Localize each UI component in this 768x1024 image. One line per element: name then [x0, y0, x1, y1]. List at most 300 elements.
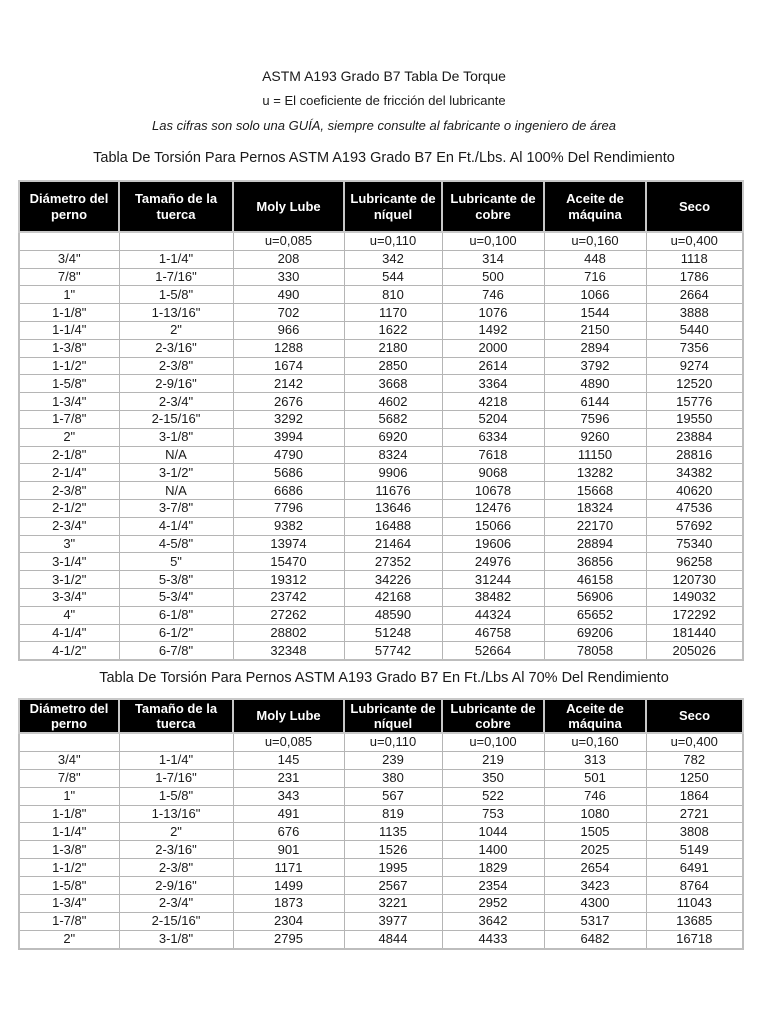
- table-cell: 2-3/16": [119, 841, 233, 859]
- table-cell: 3423: [544, 877, 646, 895]
- column-header: Moly Lube: [233, 181, 344, 232]
- table-cell: 1288: [233, 339, 344, 357]
- table-cell: 15066: [442, 517, 544, 535]
- column-header: Aceite de máquina: [544, 181, 646, 232]
- table-cell: 172292: [646, 606, 743, 624]
- table-cell: 3808: [646, 823, 743, 841]
- table-cell: 567: [344, 787, 442, 805]
- table-cell: 19606: [442, 535, 544, 553]
- table-cell: u=0,100: [442, 232, 544, 250]
- column-header: Seco: [646, 699, 743, 733]
- table-cell: 6482: [544, 930, 646, 948]
- table-cell: 5682: [344, 410, 442, 428]
- table-cell: 3994: [233, 428, 344, 446]
- table-cell: 208: [233, 250, 344, 268]
- table-cell: 2-1/2": [19, 499, 119, 517]
- table-cell: 7/8": [19, 268, 119, 286]
- table-cell: 819: [344, 805, 442, 823]
- table-cell: 12476: [442, 499, 544, 517]
- table-cell: 1171: [233, 859, 344, 877]
- table-cell: 6-1/2": [119, 624, 233, 642]
- table-cell: 2952: [442, 895, 544, 913]
- table-cell: 48590: [344, 606, 442, 624]
- document-subtitle: u = El coeficiente de fricción del lubricante: [262, 93, 506, 108]
- table-cell: 34382: [646, 464, 743, 482]
- table-cell: 3-1/4": [19, 553, 119, 571]
- table-row: [19, 250, 743, 268]
- table-cell: 6334: [442, 428, 544, 446]
- table-cell: 1873: [233, 895, 344, 913]
- table-cell: u=0,085: [233, 232, 344, 250]
- table-cell: 2721: [646, 805, 743, 823]
- table-cell: 1-13/16": [119, 805, 233, 823]
- table-cell: 753: [442, 805, 544, 823]
- table-cell: 2-3/8": [119, 357, 233, 375]
- table-cell: 52664: [442, 642, 544, 660]
- table-row: [19, 624, 743, 642]
- table-cell: 4790: [233, 446, 344, 464]
- table-cell: 32348: [233, 642, 344, 660]
- table-cell: 46758: [442, 624, 544, 642]
- table-cell: 1-13/16": [119, 304, 233, 322]
- table-cell: 2664: [646, 286, 743, 304]
- table-cell: 23742: [233, 588, 344, 606]
- table-cell: 1-3/8": [19, 841, 119, 859]
- table-cell: 6144: [544, 393, 646, 411]
- table-cell: 5204: [442, 410, 544, 428]
- table-cell: 2654: [544, 859, 646, 877]
- table-row: [19, 606, 743, 624]
- table-cell: 2150: [544, 321, 646, 339]
- table-row: [19, 930, 743, 948]
- table-cell: 544: [344, 268, 442, 286]
- table-cell: 2676: [233, 393, 344, 411]
- table-row: [19, 375, 743, 393]
- table-cell: 2-1/4": [19, 464, 119, 482]
- table-cell: 3668: [344, 375, 442, 393]
- table-cell: 3/4": [19, 250, 119, 268]
- table-cell: 1-7/16": [119, 769, 233, 787]
- table-cell: u=0,400: [646, 733, 743, 751]
- document-note: Las cifras son solo una GUÍA, siempre consulte al fabricante o ingeniero de área: [152, 118, 616, 133]
- table-cell: 47536: [646, 499, 743, 517]
- table-cell: 4218: [442, 393, 544, 411]
- torque-table-100: [18, 180, 744, 661]
- table-cell: 501: [544, 769, 646, 787]
- table-cell: 6686: [233, 482, 344, 500]
- table-cell: 2567: [344, 877, 442, 895]
- table-cell: 15668: [544, 482, 646, 500]
- table-cell: 2850: [344, 357, 442, 375]
- table-cell: 3-1/8": [119, 428, 233, 446]
- table-cell: 149032: [646, 588, 743, 606]
- document-title: ASTM A193 Grado B7 Tabla De Torque: [262, 68, 506, 84]
- table-cell: u=0,100: [442, 733, 544, 751]
- table-row: [19, 553, 743, 571]
- table-cell: 2-3/4": [119, 393, 233, 411]
- table-cell: 6-1/8": [119, 606, 233, 624]
- table-cell: 44324: [442, 606, 544, 624]
- table-cell: u=0,160: [544, 232, 646, 250]
- table-cell: 38482: [442, 588, 544, 606]
- table-cell: 1995: [344, 859, 442, 877]
- table-row: [19, 535, 743, 553]
- table1-title: Tabla De Torsión Para Pernos ASTM A193 Grado B7 En Ft./Lbs. Al 100% Del Rendimiento: [93, 150, 675, 166]
- table-cell: 1": [19, 286, 119, 304]
- table-cell: 448: [544, 250, 646, 268]
- table-cell: 56906: [544, 588, 646, 606]
- table-cell: 1400: [442, 841, 544, 859]
- table-cell: u=0,110: [344, 232, 442, 250]
- table-cell: 702: [233, 304, 344, 322]
- table-cell: 330: [233, 268, 344, 286]
- table-cell: 2-15/16": [119, 410, 233, 428]
- table-cell: 1-7/8": [19, 410, 119, 428]
- table-cell: 1-1/8": [19, 304, 119, 322]
- table-cell: 1-5/8": [119, 286, 233, 304]
- table-cell: 342: [344, 250, 442, 268]
- table-cell: 5317: [544, 912, 646, 930]
- table-cell: 3-7/8": [119, 499, 233, 517]
- table-cell: 2-1/8": [19, 446, 119, 464]
- table-cell: 314: [442, 250, 544, 268]
- table-row: [19, 733, 743, 751]
- table-cell: 1492: [442, 321, 544, 339]
- table-cell: 2354: [442, 877, 544, 895]
- table-row: [19, 769, 743, 787]
- table-cell: 1080: [544, 805, 646, 823]
- table-cell: 676: [233, 823, 344, 841]
- column-header: Tamaño de la tuerca: [119, 181, 233, 232]
- table-cell: 3-1/2": [119, 464, 233, 482]
- table-cell: 2000: [442, 339, 544, 357]
- table-cell: 5-3/8": [119, 571, 233, 589]
- table-row: [19, 877, 743, 895]
- table-cell: 2-3/8": [19, 482, 119, 500]
- table-cell: 500: [442, 268, 544, 286]
- table-row: [19, 571, 743, 589]
- table-row: [19, 841, 743, 859]
- table-cell: 57692: [646, 517, 743, 535]
- table-cell: u=0,400: [646, 232, 743, 250]
- table-cell: 40620: [646, 482, 743, 500]
- table-cell: 1829: [442, 859, 544, 877]
- table-cell: 2": [119, 321, 233, 339]
- table-cell: 7618: [442, 446, 544, 464]
- table-cell: 4602: [344, 393, 442, 411]
- table-row: [19, 588, 743, 606]
- table-cell: 15470: [233, 553, 344, 571]
- table-row: [19, 339, 743, 357]
- table-cell: 239: [344, 751, 442, 769]
- table-cell: 1544: [544, 304, 646, 322]
- table-cell: 1-1/4": [119, 751, 233, 769]
- table-cell: 31244: [442, 571, 544, 589]
- table-cell: 19550: [646, 410, 743, 428]
- table-cell: 11150: [544, 446, 646, 464]
- table-cell: 3364: [442, 375, 544, 393]
- table2-title: Tabla De Torsión Para Pernos ASTM A193 Grado B7 En Ft./Lbs Al 70% Del Rendimiento: [99, 670, 669, 686]
- table-cell: 27352: [344, 553, 442, 571]
- table-row: [19, 912, 743, 930]
- table-cell: 13974: [233, 535, 344, 553]
- table-cell: 16718: [646, 930, 743, 948]
- table-cell: 12520: [646, 375, 743, 393]
- table-cell: 7796: [233, 499, 344, 517]
- table-cell: 5": [119, 553, 233, 571]
- table-cell: 966: [233, 321, 344, 339]
- table-cell: 2614: [442, 357, 544, 375]
- table1-container: [18, 180, 742, 661]
- table-cell: 231: [233, 769, 344, 787]
- table-cell: 9382: [233, 517, 344, 535]
- table-cell: 22170: [544, 517, 646, 535]
- table-cell: 1674: [233, 357, 344, 375]
- table-cell: 9260: [544, 428, 646, 446]
- table-cell: 1-1/4": [19, 321, 119, 339]
- table-cell: 3": [19, 535, 119, 553]
- table-cell: 3792: [544, 357, 646, 375]
- table-cell: 1-3/8": [19, 339, 119, 357]
- table-cell: 3/4": [19, 751, 119, 769]
- table-cell: 36856: [544, 553, 646, 571]
- table-row: [19, 642, 743, 660]
- table-cell: 7356: [646, 339, 743, 357]
- table-cell: 4433: [442, 930, 544, 948]
- table-cell: 23884: [646, 428, 743, 446]
- table-cell: 13646: [344, 499, 442, 517]
- table-cell: 4-1/4": [119, 517, 233, 535]
- table-cell: 1505: [544, 823, 646, 841]
- table-cell: 1499: [233, 877, 344, 895]
- table-cell: 1170: [344, 304, 442, 322]
- table-cell: 3-3/4": [19, 588, 119, 606]
- table-cell: 1044: [442, 823, 544, 841]
- table-cell: 746: [544, 787, 646, 805]
- table-cell: 4844: [344, 930, 442, 948]
- table-row: [19, 751, 743, 769]
- table-row: [19, 304, 743, 322]
- table-cell: 69206: [544, 624, 646, 642]
- table-cell: 7/8": [19, 769, 119, 787]
- table-cell: 491: [233, 805, 344, 823]
- table-cell: 13685: [646, 912, 743, 930]
- table-cell: 4": [19, 606, 119, 624]
- table-cell: 28816: [646, 446, 743, 464]
- table2-header: [19, 699, 743, 733]
- table-cell: 2-9/16": [119, 375, 233, 393]
- table-cell: 78058: [544, 642, 646, 660]
- table-cell: 2-3/8": [119, 859, 233, 877]
- table-cell: 2-15/16": [119, 912, 233, 930]
- table-cell: u=0,110: [344, 733, 442, 751]
- column-header: Lubricante de níquel: [344, 699, 442, 733]
- table-cell: 1066: [544, 286, 646, 304]
- table-cell: u=0,085: [233, 733, 344, 751]
- table-cell: 3221: [344, 895, 442, 913]
- table-cell: 75340: [646, 535, 743, 553]
- table-row: [19, 232, 743, 250]
- table-cell: 1622: [344, 321, 442, 339]
- table-cell: 4-1/2": [19, 642, 119, 660]
- table-cell: 2-3/16": [119, 339, 233, 357]
- table-cell: 19312: [233, 571, 344, 589]
- table-cell: 1135: [344, 823, 442, 841]
- table-cell: 3888: [646, 304, 743, 322]
- table-cell: 1-5/8": [19, 375, 119, 393]
- table-cell: 6-7/8": [119, 642, 233, 660]
- table-cell: 343: [233, 787, 344, 805]
- table-cell: 1526: [344, 841, 442, 859]
- table-cell: 21464: [344, 535, 442, 553]
- table-row: [19, 357, 743, 375]
- column-header: Seco: [646, 181, 743, 232]
- table-cell: 2": [19, 930, 119, 948]
- table2-body: [19, 733, 743, 949]
- table-cell: 490: [233, 286, 344, 304]
- table-cell: 1-3/4": [19, 393, 119, 411]
- table-cell: 65652: [544, 606, 646, 624]
- table-cell: 181440: [646, 624, 743, 642]
- table-cell: N/A: [119, 446, 233, 464]
- table-cell: 2025: [544, 841, 646, 859]
- column-header: Diámetro del perno: [19, 181, 119, 232]
- table-cell: 24976: [442, 553, 544, 571]
- column-header: Tamaño de la tuerca: [119, 699, 233, 733]
- table-row: [19, 268, 743, 286]
- table-cell: 1-1/2": [19, 859, 119, 877]
- table-cell: 350: [442, 769, 544, 787]
- table-cell: 6920: [344, 428, 442, 446]
- table-cell: 1786: [646, 268, 743, 286]
- table-cell: 7596: [544, 410, 646, 428]
- table-cell: 205026: [646, 642, 743, 660]
- table-cell: 1-5/8": [119, 787, 233, 805]
- table-cell: 3977: [344, 912, 442, 930]
- table-cell: 1-1/4": [19, 823, 119, 841]
- column-header: Lubricante de níquel: [344, 181, 442, 232]
- table-cell: 28894: [544, 535, 646, 553]
- table-cell: 3-1/8": [119, 930, 233, 948]
- table-cell: 3-1/2": [19, 571, 119, 589]
- table-cell: 96258: [646, 553, 743, 571]
- table-cell: 1118: [646, 250, 743, 268]
- table-cell: 522: [442, 787, 544, 805]
- table-cell: 2-3/4": [119, 895, 233, 913]
- table-cell: 2180: [344, 339, 442, 357]
- table-cell: 13282: [544, 464, 646, 482]
- table-cell: [119, 232, 233, 250]
- table-cell: [19, 232, 119, 250]
- table-cell: 5686: [233, 464, 344, 482]
- table-cell: 5149: [646, 841, 743, 859]
- table-cell: 9068: [442, 464, 544, 482]
- table-row: [19, 787, 743, 805]
- table-cell: 16488: [344, 517, 442, 535]
- table-row: [19, 393, 743, 411]
- table-cell: 145: [233, 751, 344, 769]
- table-cell: [119, 733, 233, 751]
- table-cell: 42168: [344, 588, 442, 606]
- table-cell: 4-5/8": [119, 535, 233, 553]
- table1-header: [19, 181, 743, 232]
- table-cell: 1250: [646, 769, 743, 787]
- table-cell: 2894: [544, 339, 646, 357]
- table-row: [19, 499, 743, 517]
- table-cell: 313: [544, 751, 646, 769]
- table-cell: 4890: [544, 375, 646, 393]
- table-cell: 1076: [442, 304, 544, 322]
- table-row: [19, 286, 743, 304]
- table-cell: 9906: [344, 464, 442, 482]
- column-header: Diámetro del perno: [19, 699, 119, 733]
- table-cell: 11043: [646, 895, 743, 913]
- table2-container: [18, 698, 742, 950]
- table-cell: 1-1/4": [119, 250, 233, 268]
- table-row: [19, 482, 743, 500]
- table-cell: 782: [646, 751, 743, 769]
- column-header: Moly Lube: [233, 699, 344, 733]
- table-cell: u=0,160: [544, 733, 646, 751]
- table-row: [19, 321, 743, 339]
- table-cell: 46158: [544, 571, 646, 589]
- table-cell: 34226: [344, 571, 442, 589]
- table-row: [19, 410, 743, 428]
- table-cell: 18324: [544, 499, 646, 517]
- table-cell: 6491: [646, 859, 743, 877]
- table-cell: 51248: [344, 624, 442, 642]
- table-cell: 1-5/8": [19, 877, 119, 895]
- table-cell: 1-1/2": [19, 357, 119, 375]
- table-cell: 2795: [233, 930, 344, 948]
- table-cell: 3642: [442, 912, 544, 930]
- table1-body: [19, 232, 743, 660]
- table-cell: 901: [233, 841, 344, 859]
- table-cell: 1": [19, 787, 119, 805]
- table-cell: 8764: [646, 877, 743, 895]
- table-cell: 746: [442, 286, 544, 304]
- table-cell: 57742: [344, 642, 442, 660]
- table-cell: 28802: [233, 624, 344, 642]
- table-cell: 2": [19, 428, 119, 446]
- torque-table-70: [18, 698, 744, 950]
- column-header: Lubricante de cobre: [442, 181, 544, 232]
- table-row: [19, 895, 743, 913]
- table-row: [19, 446, 743, 464]
- table-row: [19, 428, 743, 446]
- table-cell: 5-3/4": [119, 588, 233, 606]
- table-row: [19, 805, 743, 823]
- table-row: [19, 517, 743, 535]
- table-cell: 11676: [344, 482, 442, 500]
- table-cell: 2": [119, 823, 233, 841]
- table-cell: 120730: [646, 571, 743, 589]
- table-cell: 1-3/4": [19, 895, 119, 913]
- table-row: [19, 464, 743, 482]
- table-cell: 1-1/8": [19, 805, 119, 823]
- table-cell: 4-1/4": [19, 624, 119, 642]
- table-cell: 27262: [233, 606, 344, 624]
- table-cell: 810: [344, 286, 442, 304]
- table-cell: 2304: [233, 912, 344, 930]
- table-cell: 716: [544, 268, 646, 286]
- column-header: Aceite de máquina: [544, 699, 646, 733]
- table-cell: 2-9/16": [119, 877, 233, 895]
- table-cell: 1864: [646, 787, 743, 805]
- table-cell: N/A: [119, 482, 233, 500]
- table-cell: [19, 733, 119, 751]
- table-cell: 3292: [233, 410, 344, 428]
